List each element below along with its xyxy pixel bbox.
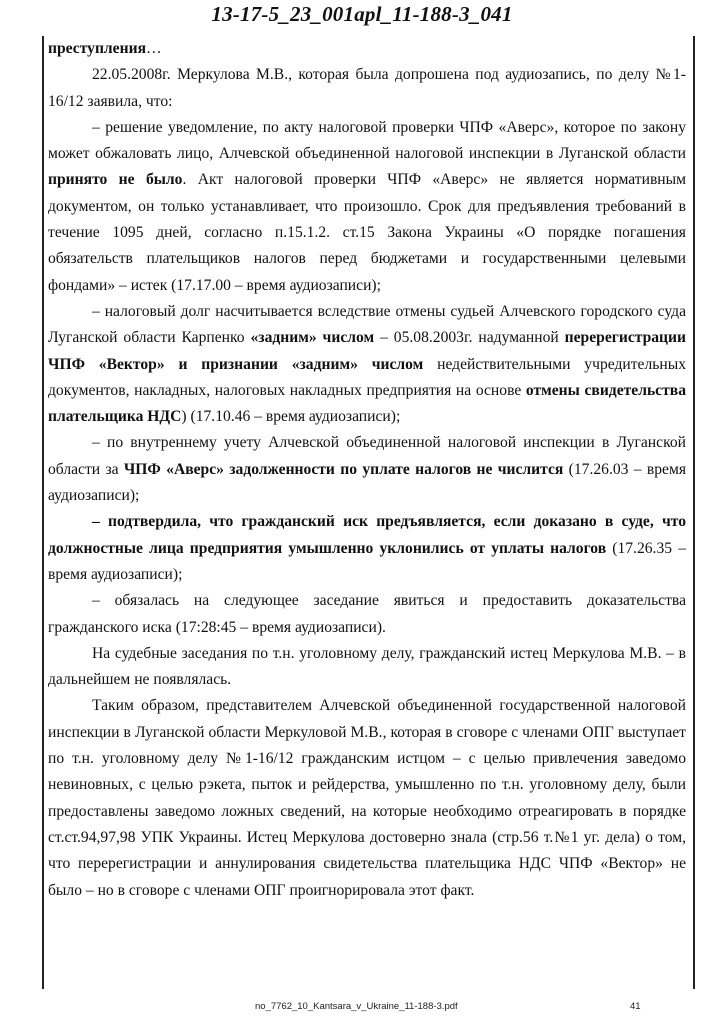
document-body	[48, 36, 686, 904]
document-header: 13-17-5_23_001apl_11-188-3_041	[211, 2, 513, 26]
text-run: недействительными учредительных документов, накладных, налоговых накладных предприятия на основе	[48, 355, 686, 399]
right-margin-rule	[693, 36, 695, 989]
paragraph-p1	[48, 62, 686, 115]
text-run: – налоговый долг насчитывается вследствие отмены судьей Алчевского городского суда Луганской области Карпенко	[48, 302, 686, 347]
text-run: – обязалась на следующее заседание явиться и предоставить доказательства гражданского иска (17:28:45 – время аудиозаписи).	[48, 592, 686, 636]
text-run: Таким образом, представителем Алчевской объединенной государственной налоговой инспекции в Луганской области Меркуловой М.В., которая в сговоре с членами ОПГ выступает по т.н. уголовному делу №1-16/12 гражданским истцом – с целью привлечения заведомо невиновных, с целью рэкета, пыток и рейдерства, умышленно по т.н. уголовному делу, были предоставлены заведомо ложных сведений, на которые необходимо отреагировать в порядке ст.ст.94,97,98 УПК Украины. Истец Меркулова достоверно знала (стр.56 т.№1 уг. дела) о том, что перерегистрации и аннулирования свидетельства плательщика НДС ЧПФ «Вектор» не было – но в сговоре с членами ОПГ проигнорировала этот факт.	[48, 697, 686, 899]
text-run: – по внутреннему учету Алчевской объединенной налоговой инспекции в Луганской области за	[48, 434, 686, 478]
paragraph-p3	[48, 299, 686, 430]
bold-text-run: преступления	[48, 40, 147, 57]
paragraph-p8	[48, 693, 686, 903]
left-margin-rule	[42, 36, 44, 989]
bold-text-run: принято не было	[48, 171, 183, 189]
footer-filename: no_7762_10_Kantsara_v_Ukraine_11-188-3.pdf	[255, 1001, 458, 1012]
paragraph-p7	[48, 641, 686, 694]
text-run: 22.05.2008г. Меркулова М.В., которая была допрошена под аудиозапись, по делу №1-16/12 заявила, что:	[48, 66, 686, 110]
text-run: – решение уведомление, по акту налоговой проверки ЧПФ «Аверс», которое по закону может обжаловать лицо, Алчевской объединенной налоговой инспекции в Луганской области	[48, 118, 686, 163]
paragraph-p5	[48, 509, 686, 588]
bold-text-run: «задним» числом	[250, 329, 375, 347]
bold-text-run: – подтвердила, что гражданский иск предъявляется, если доказано в суде, что должностные лица предприятия умышленно уклонились от уплаты налогов	[48, 513, 686, 557]
paragraph-p6	[48, 588, 686, 641]
text-run: (17.26.03 – время аудиозаписи);	[48, 460, 686, 505]
paragraph-p0	[48, 36, 686, 62]
text-run: . Акт налоговой проверки ЧПФ «Аверс» не является нормативным документом, он только устанавливает, что произошло. Срок для предъявления требований в течение 1095 дней, согласно п.15.1.2. ст.15 Закона Украины «О порядке погашения обязательств плательщиков налогов перед бюджетами и государственными целевыми фондами» – истек (17.17.00 – время аудиозаписи);	[48, 171, 686, 294]
paragraph-p4	[48, 430, 686, 509]
paragraph-p2	[48, 115, 686, 299]
bold-text-run: ЧПФ «Аверс» задолженности по уплате налогов не числится	[123, 460, 564, 478]
text-run: – 05.08.2003г. надуманной	[374, 329, 565, 347]
page-footer	[0, 1001, 724, 1017]
text-run: (17.26.35 – время аудиозаписи);	[48, 539, 686, 583]
bold-text-run: перерегистрации ЧПФ «Вектор» и признании «задним» числом	[48, 329, 687, 373]
bold-text-run: отмены свидетельства плательщика НДС	[48, 381, 686, 426]
text-run: ) (17.10.46 – время аудиозаписи);	[181, 408, 401, 426]
text-run: …	[146, 40, 162, 57]
text-run: На судебные заседания по т.н. уголовному делу, гражданский истец Меркулова М.В. – в дальнейшем не появлялась.	[48, 644, 686, 689]
footer-page-number: 41	[630, 1001, 641, 1012]
